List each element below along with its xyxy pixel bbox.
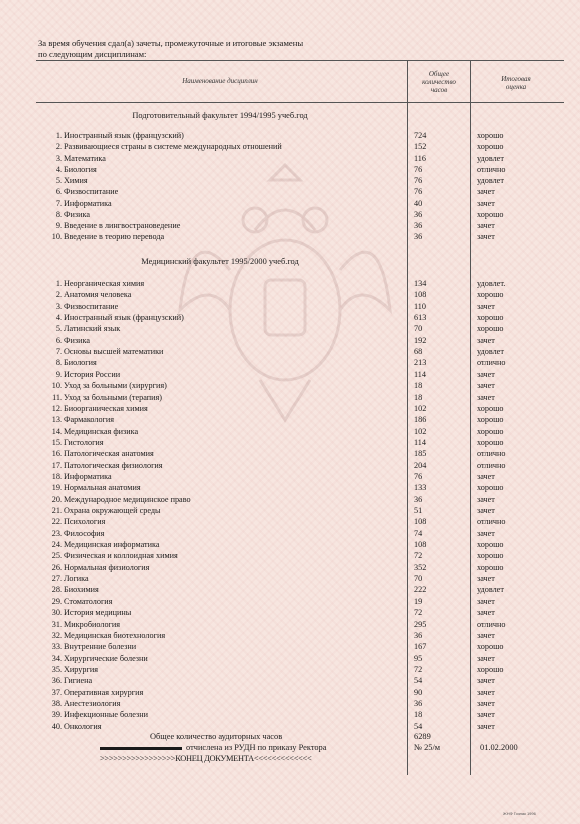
course-number: 18. <box>51 471 62 481</box>
course-row <box>0 335 580 346</box>
course-row <box>0 198 580 209</box>
course-grade: хорошо <box>477 551 504 561</box>
course-number: 15. <box>51 437 62 447</box>
course-number: 13. <box>51 415 62 425</box>
order-date: 01.02.2000 <box>480 743 518 752</box>
course-name: Развивающиеся страны в системе международных отношений <box>64 142 282 152</box>
course-name: Охрана окружающей среды <box>64 506 161 515</box>
course-hours: 186 <box>414 415 427 425</box>
redacted-name-bar <box>100 747 182 750</box>
course-hours: 76 <box>414 471 423 481</box>
course-grade: зачет <box>477 301 495 311</box>
course-number: 3. <box>55 153 62 163</box>
course-hours: 102 <box>414 426 427 436</box>
course-number: 5. <box>55 176 62 185</box>
course-row <box>0 186 580 197</box>
course-grade: удовлет <box>477 153 504 163</box>
course-grade: отлично <box>477 164 506 174</box>
course-number: 19. <box>51 483 62 493</box>
course-row <box>0 528 580 539</box>
course-number: 8. <box>55 209 62 219</box>
course-row <box>0 289 580 300</box>
course-name: Физвоспитание <box>64 301 119 311</box>
course-row <box>0 562 580 573</box>
course-row <box>0 471 580 482</box>
course-grade: хорошо <box>477 142 504 152</box>
course-name: Гигиена <box>64 676 93 686</box>
course-hours: 110 <box>414 301 426 311</box>
course-hours: 116 <box>414 153 426 163</box>
course-hours: 36 <box>414 698 423 708</box>
end-of-document-line: >>>>>>>>>>>>>>>>>КОНЕЦ ДОКУМЕНТА<<<<<<<<<<<<< <box>100 754 312 763</box>
course-name: Медицинская физика <box>64 426 139 436</box>
course-number: 10. <box>51 232 62 242</box>
course-grade: удовлет <box>477 585 504 595</box>
course-name: Хирургические болезни <box>64 653 148 663</box>
course-row <box>0 460 580 471</box>
course-row <box>0 641 580 652</box>
course-number: 23. <box>51 528 62 538</box>
course-hours: 36 <box>414 221 423 230</box>
course-row <box>0 482 580 493</box>
course-name: Уход за больными (терапия) <box>64 392 163 402</box>
header-hours-1: Общее <box>428 70 450 78</box>
course-hours: 108 <box>414 290 427 300</box>
course-name: Внутренние болезни <box>64 642 137 652</box>
course-hours: 185 <box>414 449 427 459</box>
course-hours: 76 <box>414 164 423 174</box>
course-name: Введение в теорию перевода <box>64 232 165 242</box>
course-grade: хорошо <box>477 403 504 413</box>
course-hours: 70 <box>414 324 423 334</box>
total-hours-label: Общее количество аудиторных часов <box>150 732 283 741</box>
course-grade: зачет <box>477 471 495 481</box>
course-grade: хорошо <box>477 415 504 425</box>
course-name: Уход за больными (хирургия) <box>64 381 167 391</box>
course-hours: 72 <box>414 551 423 561</box>
course-grade: отлично <box>477 449 506 459</box>
course-number: 26. <box>51 562 62 572</box>
course-number: 3. <box>55 301 62 311</box>
course-hours: 352 <box>414 562 427 572</box>
course-hours: 133 <box>414 483 427 493</box>
course-grade: зачет <box>477 506 495 515</box>
course-name: Анатомия человека <box>64 290 132 300</box>
course-number: 39. <box>51 710 62 720</box>
course-grade: зачет <box>477 630 495 640</box>
course-grade: зачет <box>477 608 495 618</box>
course-number: 4. <box>55 313 62 323</box>
course-grade: отлично <box>477 619 506 629</box>
course-name: Латинский язык <box>64 324 121 334</box>
course-grade: зачет <box>477 187 495 197</box>
course-grade: зачет <box>477 698 495 708</box>
header-grade-2: оценка <box>505 83 527 91</box>
course-hours: 68 <box>414 347 423 357</box>
course-hours: 724 <box>414 131 427 140</box>
course-name: Нормальная физиология <box>64 562 150 572</box>
course-row <box>0 596 580 607</box>
course-hours: 72 <box>414 608 423 618</box>
course-grade: зачет <box>477 710 495 720</box>
course-grade: хорошо <box>477 290 504 300</box>
course-number: 2. <box>55 290 62 300</box>
course-row <box>0 357 580 368</box>
course-grade: хорошо <box>477 426 504 436</box>
course-number: 10. <box>51 381 62 391</box>
course-grade: хорошо <box>477 437 504 447</box>
course-number: 30. <box>51 608 62 618</box>
course-number: 25. <box>51 551 62 561</box>
course-row <box>0 607 580 618</box>
course-hours: 90 <box>414 687 423 697</box>
course-row <box>0 448 580 459</box>
course-name: Философия <box>64 528 105 538</box>
course-hours: 40 <box>414 198 423 208</box>
intro-line-2: по следующим дисциплинам: <box>38 49 147 59</box>
course-name: Иностранный язык (французский) <box>64 131 184 140</box>
course-hours: 19 <box>414 596 423 606</box>
course-number: 8. <box>55 358 62 368</box>
course-row <box>0 323 580 334</box>
course-row <box>0 164 580 175</box>
course-hours: 108 <box>414 540 427 550</box>
course-number: 33. <box>51 642 62 652</box>
course-number: 31. <box>51 619 62 629</box>
course-hours: 295 <box>414 619 427 629</box>
course-name: Патологическая анатомия <box>64 449 154 459</box>
course-number: 6. <box>55 187 62 197</box>
course-grade: зачет <box>477 232 495 242</box>
course-grade: зачет <box>477 687 495 697</box>
course-name: Гистология <box>64 437 104 447</box>
course-number: 1. <box>55 131 62 140</box>
course-row <box>0 380 580 391</box>
course-name: Физика <box>64 209 90 219</box>
course-hours: 51 <box>414 506 423 515</box>
course-name: Введение в лингвострановедение <box>64 221 181 230</box>
course-number: 27. <box>51 574 62 584</box>
course-hours: 36 <box>414 232 423 242</box>
header-discipline: Наименование дисциплин <box>182 77 258 85</box>
course-number: 6. <box>55 335 62 345</box>
course-name: Иностранный язык (французский) <box>64 313 184 323</box>
course-hours: 167 <box>414 642 427 652</box>
course-grade: хорошо <box>477 324 504 334</box>
course-row <box>0 141 580 152</box>
course-grade: зачет <box>477 494 495 504</box>
course-grade: хорошо <box>477 483 504 493</box>
course-row <box>0 675 580 686</box>
table-top-rule <box>36 60 564 61</box>
course-hours: 74 <box>414 528 423 538</box>
course-row <box>0 494 580 505</box>
course-row <box>0 278 580 289</box>
course-number: 36. <box>51 676 62 686</box>
course-hours: 114 <box>414 369 426 379</box>
course-grade: зачет <box>477 381 495 391</box>
course-hours: 213 <box>414 358 427 368</box>
course-hours: 72 <box>414 664 423 674</box>
course-hours: 222 <box>414 585 427 595</box>
course-name: Инфекционные болезни <box>64 710 148 720</box>
table-header-rule <box>36 102 564 103</box>
course-grade: отлично <box>477 358 506 368</box>
course-row <box>0 721 580 732</box>
course-grade: хорошо <box>477 313 504 323</box>
section-title-preparatory: Подготовительный факультет 1994/1995 учеб.год <box>132 111 308 120</box>
course-row <box>0 698 580 709</box>
course-grade: зачет <box>477 392 495 402</box>
course-name: Биология <box>64 358 97 368</box>
course-grade: зачет <box>477 596 495 606</box>
course-number: 38. <box>51 698 62 708</box>
header-hours-3: часов <box>430 86 448 94</box>
course-row <box>0 175 580 186</box>
course-name: Основы высшей математики <box>64 347 164 357</box>
course-number: 4. <box>55 164 62 174</box>
course-hours: 70 <box>414 574 423 584</box>
course-grade: хорошо <box>477 540 504 550</box>
course-number: 12. <box>51 403 62 413</box>
course-row <box>0 709 580 720</box>
course-hours: 76 <box>414 176 423 185</box>
course-row <box>0 312 580 323</box>
course-grade: зачет <box>477 528 495 538</box>
course-row <box>0 130 580 141</box>
course-grade: удовлет <box>477 347 504 357</box>
course-number: 16. <box>51 449 62 459</box>
course-grade: зачет <box>477 198 495 208</box>
course-grade: хорошо <box>477 664 504 674</box>
course-number: 9. <box>55 369 62 379</box>
course-name: История России <box>64 369 121 379</box>
course-row <box>0 539 580 550</box>
course-name: Биохимия <box>64 585 99 595</box>
printer-stamp: ЖНФ Гознак 1996 <box>503 811 536 816</box>
course-hours: 114 <box>414 437 426 447</box>
course-hours: 95 <box>414 653 423 663</box>
course-row <box>0 346 580 357</box>
course-name: История медицины <box>64 608 132 618</box>
course-grade: зачет <box>477 653 495 663</box>
course-hours: 36 <box>414 209 423 219</box>
course-name: Логика <box>64 574 89 584</box>
course-row <box>0 392 580 403</box>
section-title-medical: Медицинский факультет 1995/2000 учеб.год <box>141 257 299 266</box>
total-hours-value: 6289 <box>414 732 431 741</box>
course-row <box>0 573 580 584</box>
course-grade: зачет <box>477 676 495 686</box>
intro-line-1: За время обучения сдал(а) зачеты, промежуточные и итоговые экзамены <box>38 38 304 48</box>
course-name: Патологическая физиология <box>64 460 163 470</box>
course-name: Нормальная анатомия <box>64 483 141 493</box>
course-name: Психология <box>64 517 106 527</box>
course-number: 32. <box>51 630 62 640</box>
course-name: Физвоспитание <box>64 187 119 197</box>
course-grade: хорошо <box>477 562 504 572</box>
course-hours: 76 <box>414 187 423 197</box>
course-name: Оперативная хирургия <box>64 687 144 697</box>
course-hours: 204 <box>414 460 427 470</box>
course-grade: зачет <box>477 369 495 379</box>
course-row <box>0 369 580 380</box>
course-row <box>0 516 580 527</box>
header-grade-1: Итоговая <box>501 75 531 83</box>
course-number: 1. <box>55 279 62 288</box>
course-number: 28. <box>51 585 62 595</box>
course-grade: удовлет. <box>477 279 506 288</box>
course-row <box>0 437 580 448</box>
course-row <box>0 426 580 437</box>
course-hours: 613 <box>414 313 427 323</box>
course-name: Медицинская информатика <box>64 540 160 550</box>
course-row <box>0 153 580 164</box>
course-grade: зачет <box>477 721 495 731</box>
course-name: Математика <box>64 153 106 163</box>
course-hours: 152 <box>414 142 427 152</box>
course-number: 11. <box>52 392 62 402</box>
course-number: 29. <box>51 596 62 606</box>
course-row <box>0 209 580 220</box>
course-number: 20. <box>51 494 62 504</box>
course-hours: 134 <box>414 279 427 288</box>
expelled-text: отчислена из РУДН по приказу Ректора <box>186 743 327 752</box>
course-name: Хирургия <box>64 664 98 674</box>
course-row <box>0 619 580 630</box>
course-name: Биоорганическая химия <box>64 403 148 413</box>
course-number: 21. <box>51 506 62 515</box>
course-name: Химия <box>64 176 88 185</box>
course-hours: 36 <box>414 494 423 504</box>
course-row <box>0 584 580 595</box>
course-name: Анестезиология <box>64 698 121 708</box>
course-grade: удовлет <box>477 176 504 185</box>
course-name: Микробиология <box>64 619 121 629</box>
course-hours: 36 <box>414 630 423 640</box>
course-grade: отлично <box>477 517 506 527</box>
course-name: Информатика <box>64 198 112 208</box>
course-name: Информатика <box>64 471 112 481</box>
course-hours: 54 <box>414 721 423 731</box>
course-row <box>0 687 580 698</box>
course-number: 37. <box>51 687 62 697</box>
course-row <box>0 403 580 414</box>
course-row <box>0 505 580 516</box>
course-number: 22. <box>51 517 62 527</box>
course-row <box>0 414 580 425</box>
course-row <box>0 653 580 664</box>
course-hours: 102 <box>414 403 427 413</box>
course-name: Фармакология <box>64 415 115 425</box>
header-hours-2: количество <box>422 78 456 86</box>
course-hours: 108 <box>414 517 427 527</box>
course-number: 35. <box>51 664 62 674</box>
order-number: № 25/м <box>414 743 441 752</box>
course-number: 7. <box>55 198 62 208</box>
course-number: 2. <box>55 142 62 152</box>
course-number: 5. <box>55 324 62 334</box>
course-number: 7. <box>55 347 62 357</box>
course-grade: хорошо <box>477 209 504 219</box>
course-name: Неорганическая химия <box>64 279 145 288</box>
course-name: Физическая и коллоидная химия <box>64 551 178 561</box>
course-name: Биология <box>64 164 97 174</box>
course-number: 9. <box>55 221 62 230</box>
course-row <box>0 231 580 242</box>
course-row <box>0 301 580 312</box>
course-name: Медицинская биотехнология <box>64 630 166 640</box>
course-hours: 18 <box>414 381 423 391</box>
course-number: 24. <box>51 540 62 550</box>
course-grade: зачет <box>477 221 495 230</box>
course-row <box>0 550 580 561</box>
course-number: 40. <box>51 721 62 731</box>
course-number: 17. <box>51 460 62 470</box>
course-grade: хорошо <box>477 642 504 652</box>
course-number: 14. <box>51 426 62 436</box>
course-name: Физика <box>64 335 90 345</box>
course-name: Стоматология <box>64 596 113 606</box>
course-hours: 192 <box>414 335 427 345</box>
course-row <box>0 220 580 231</box>
course-hours: 18 <box>414 710 423 720</box>
course-grade: зачет <box>477 574 495 584</box>
course-row <box>0 664 580 675</box>
course-grade: отлично <box>477 460 506 470</box>
course-hours: 54 <box>414 676 423 686</box>
course-grade: зачет <box>477 335 495 345</box>
course-hours: 18 <box>414 392 423 402</box>
course-number: 34. <box>51 653 62 663</box>
course-name: Международное медицинское право <box>64 494 191 504</box>
course-name: Онкология <box>64 721 102 731</box>
course-row <box>0 630 580 641</box>
course-grade: хорошо <box>477 131 504 140</box>
